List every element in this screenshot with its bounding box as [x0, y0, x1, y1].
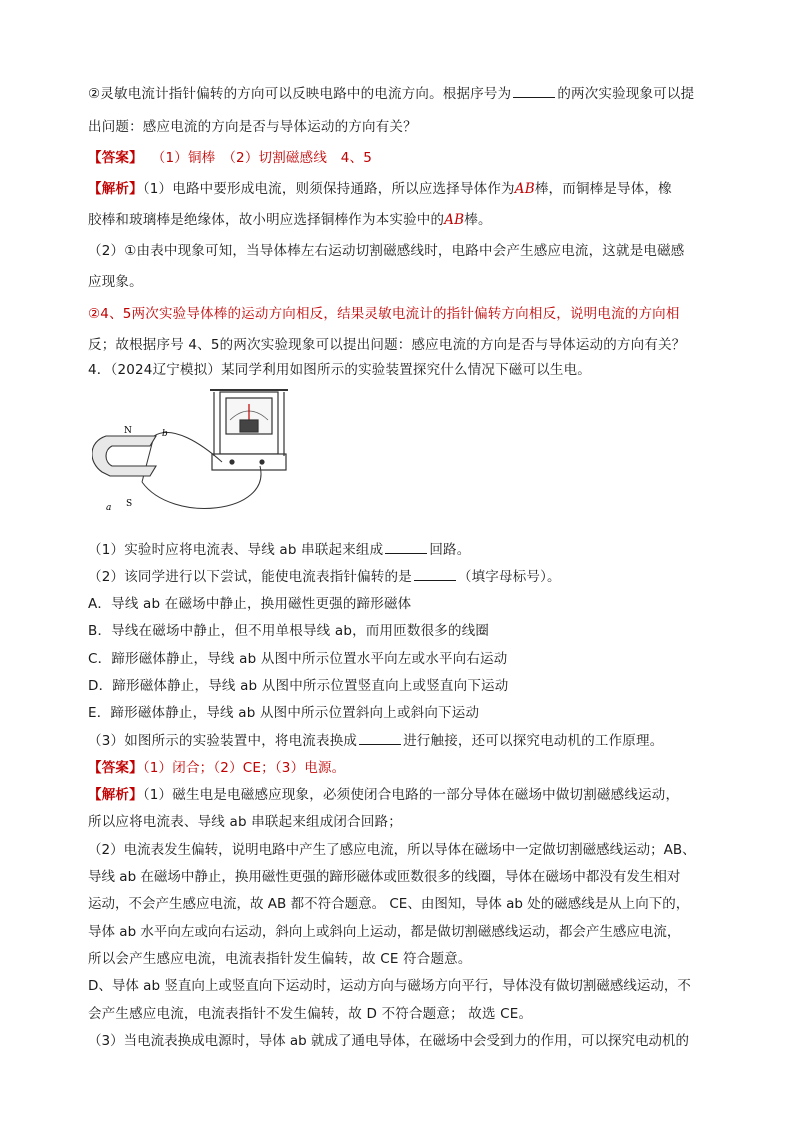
q4-analysis-line10: （3）当电流表换成电源时，导体 ab 就成了通电导体，在磁场中会受到力的作用，可以探究电动机的 [88, 1033, 690, 1049]
text: （1）电路中要形成电流，则须保持通路，所以应选择导体作为 [142, 181, 515, 197]
symbol-AB: AB [514, 181, 535, 197]
answer-tag: 【答案】 [88, 150, 143, 166]
option-d: D．蹄形磁体静止，导线 ab 从图中所示位置竖直向上或竖直向下运动 [88, 678, 509, 694]
answer-blank [513, 85, 555, 98]
analysis-tag: 【解析】 [88, 787, 143, 803]
option-a: A．导线 ab 在磁场中静止，换用磁性更强的蹄形磁体 [88, 596, 412, 612]
q4-part3 [88, 729, 663, 749]
q4-part2 [88, 565, 561, 585]
q3-analysis-line4: 应现象。 [88, 274, 143, 290]
wire-end-b-label: b [162, 429, 168, 439]
text: 胶棒和玻璃棒是绝缘体，故小明应选择铜棒作为本实验中的 [88, 212, 445, 228]
q3-analysis-line6: 反；故根据序号 4、5的两次实验现象可以提出问题：感应电流的方向是否与导体运动的方向有关？ [88, 337, 686, 353]
q3-analysis-line1 [88, 177, 672, 197]
text: 棒。 [464, 212, 492, 228]
text: （填字母标号）。 [457, 569, 561, 585]
magnet-south-label: S [126, 499, 133, 509]
analysis-tag: 【解析】 [88, 181, 143, 197]
symbol-AB: AB [444, 212, 465, 228]
text: （1）实验时应将电流表、导线 ab 串联起来组成 [88, 542, 384, 558]
q3-part2-line1 [88, 82, 694, 102]
text: ②灵敏电流计指针偏转的方向可以反映电路中的电流方向。根据序号为 [88, 86, 512, 102]
text: 进行触接，还可以探究电动机的工作原理。 [403, 733, 664, 749]
text: 回路。 [429, 542, 471, 558]
option-b: B．导线在磁场中静止，但不用单根导线 ab，而用匝数很多的线圈 [88, 623, 490, 639]
q3-answer [88, 146, 372, 166]
q4-analysis-line2: 所以应将电流表、导线 ab 串联起来组成闭合回路； [88, 814, 402, 830]
q3-analysis-line5: ②4、5两次实验导体棒的运动方向相反，结果灵敏电流计的指针偏转方向相反，说明电流的方向相 [88, 306, 680, 322]
q4-stem: 4．（2024辽宁模拟）某同学利用如图所示的实验装置探究什么情况下磁可以生电。 [88, 362, 591, 378]
wire-end-a-label: a [106, 503, 112, 513]
q3-analysis-line3: （2）①由表中现象可知，当导体棒左右运动切割磁感线时，电路中会产生感应电流，这就是电磁感 [88, 243, 685, 259]
q3-analysis-line2 [88, 208, 492, 228]
q4-analysis-line1 [88, 783, 679, 803]
q4-analysis-line5: 运动，不会产生感应电流，故 AB 都不符合题意。 CE、由图知，导体 ab 处的磁感线是从上向下的， [88, 896, 690, 912]
q4-analysis-line9: 会产生感应电流，电流表指针不发生偏转，故 D 不符合题意； 故选 CE。 [88, 1006, 533, 1022]
q4-part1 [88, 538, 470, 558]
answer-text: （1）闭合；（2）CE；（3）电源。 [142, 760, 346, 776]
q4-analysis-line3: （2）电流表发生偏转，说明电路中产生了感应电流，所以导体在磁场中一定做切割磁感线运动；AB、 [88, 842, 696, 858]
text: 的两次实验现象可以提 [557, 86, 695, 102]
galvanometer [210, 390, 288, 470]
answer-blank [359, 732, 401, 745]
option-c: C．蹄形磁体静止，导线 ab 从图中所示位置水平向左或水平向右运动 [88, 651, 508, 667]
q4-answer [88, 756, 345, 776]
q4-analysis-line6: 导体 ab 水平向左或向右运动，斜向上或斜向上运动，都是做切割磁感线运动，都会产生感应电流， [88, 924, 681, 940]
text: （3）如图所示的实验装置中，将电流表换成 [88, 733, 358, 749]
horseshoe-magnet [92, 436, 156, 476]
q4-analysis-line4: 导线 ab 在磁场中静止，换用磁性更强的蹄形磁体或匝数很多的线圈，导体在磁场中都没有发生相对 [88, 869, 681, 885]
magnet-north-label: N [124, 426, 132, 436]
text: 棒，而铜棒是导体，橡 [534, 181, 672, 197]
q3-part2-line2: 出问题：感应电流的方向是否与导体运动的方向有关？ [88, 119, 417, 135]
electromagnetic-induction-apparatus-figure [92, 384, 392, 516]
q4-analysis-line7: 所以会产生感应电流，电流表指针发生偏转，故 CE 符合题意。 [88, 951, 472, 967]
option-e: E．蹄形磁体静止，导线 ab 从图中所示位置斜向上或斜向下运动 [88, 705, 480, 721]
q4-analysis-line8: D、导体 ab 竖直向上或竖直向下运动时，运动方向与磁场方向平行，导体没有做切割磁感线运动，不 [88, 978, 691, 994]
answer-blank [414, 568, 456, 581]
text: （2）该同学进行以下尝试，能使电流表指针偏转的是 [88, 569, 412, 585]
answer-blank [385, 541, 427, 554]
answer-tag: 【答案】 [88, 760, 143, 776]
answer-text: （1）铜棒 （2）切割磁感线 4、5 [151, 150, 373, 166]
text: （1）磁生电是电磁感应现象，必须使闭合电路的一部分导体在磁场中做切割磁感线运动， [142, 787, 680, 803]
